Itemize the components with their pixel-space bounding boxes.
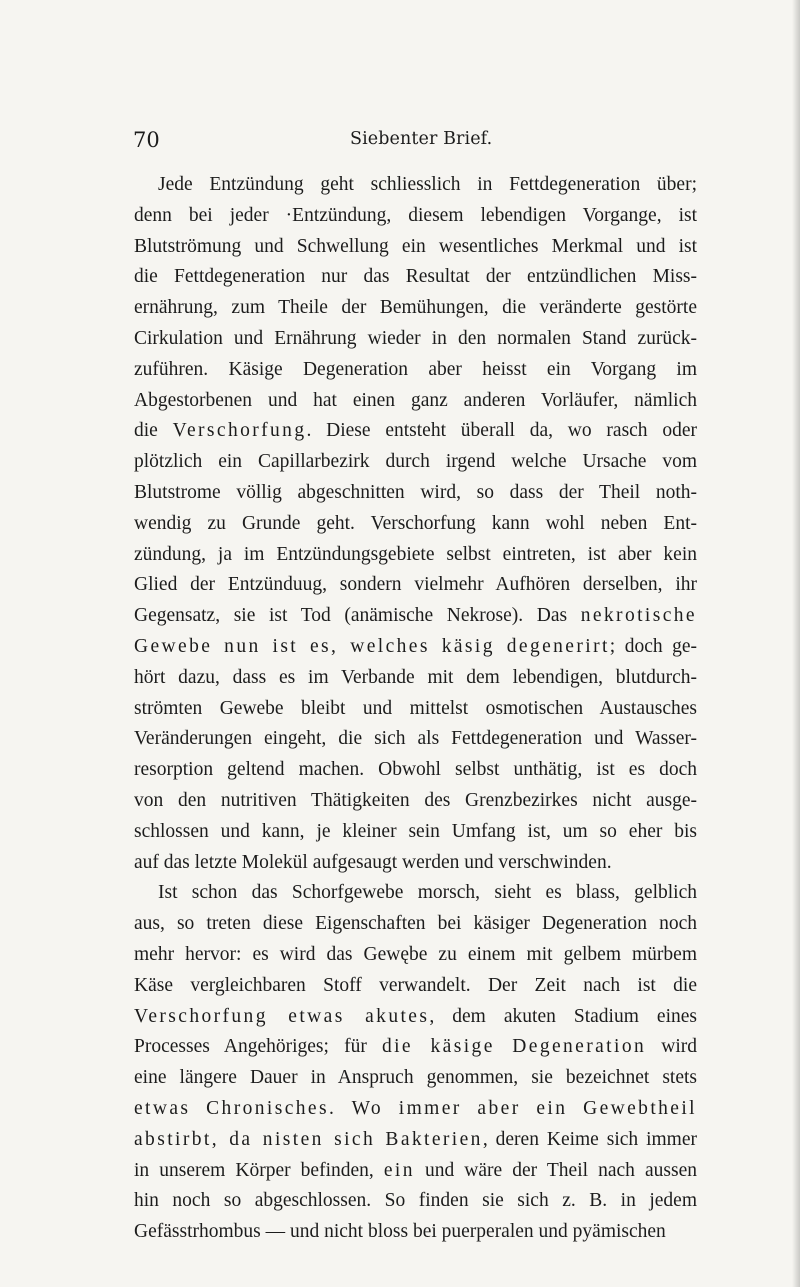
text-line: ernährung, zum Theile der Bemühungen, die veränderte gestörte	[134, 297, 697, 319]
running-title: Siebenter Brief.	[350, 129, 493, 149]
text-line: Cirkulation und Ernährung wieder in den normalen Stand zurück-	[134, 327, 697, 349]
text-line	[134, 1094, 697, 1125]
text-line: zündung, ja im Entzündungsgebiete selbst eintreten, ist aber kein	[134, 543, 697, 565]
text-segment: und wäre der Theil nach aussen	[414, 1159, 697, 1181]
spaced-emphasis: Verschorfung	[172, 420, 307, 442]
text-segment: wird	[646, 1036, 698, 1058]
text-segment: , dem akuten Stadium eines	[429, 1005, 697, 1027]
text-line	[134, 1002, 697, 1033]
text-line: strömten Gewebe bleibt und mittelst osmotischen Austausches	[134, 697, 697, 719]
text-line: mehr hervor: es wird das Gewębe zu einem mit gelbem mürbem	[134, 943, 697, 965]
text-line: die Fettdegeneration nur das Resultat der entzündlichen Miss-	[134, 266, 697, 288]
body-text	[134, 170, 697, 1248]
spaced-emphasis: abstirbt, da nisten sich Bakterien	[134, 1128, 483, 1150]
text-line: auf das letzte Molekül aufgesaugt werden und verschwinden.	[134, 851, 612, 873]
page-number: 70	[133, 128, 160, 152]
page-header	[0, 128, 800, 158]
text-segment: in unserem Körper befinden,	[134, 1159, 384, 1181]
text-line	[134, 1125, 697, 1156]
spaced-emphasis: Gewebe nun ist es, welches käsig degenerirt	[134, 635, 610, 657]
text-line: Gefässtrhombus — und nicht bloss bei puerperalen und pyämischen	[134, 1221, 666, 1243]
text-segment: Processes Angehöriges; für	[134, 1036, 382, 1058]
spaced-emphasis: nekrotische	[580, 605, 697, 627]
spaced-emphasis: etwas Chronisches. Wo immer aber ein Gewebtheil	[134, 1097, 697, 1119]
spaced-emphasis: die käsige Degeneration	[381, 1036, 647, 1058]
page-edge-shadow	[792, 0, 800, 1287]
spaced-emphasis: Verschorfung etwas akutes	[134, 1005, 430, 1027]
text-line: Jede Entzündung geht schliesslich in Fettdegeneration über;	[158, 174, 697, 195]
text-line: aus, so treten diese Eigenschaften bei käsiger Degeneration noch	[134, 913, 697, 935]
text-line: wendig zu Grunde geht. Verschorfung kann wohl neben Ent-	[134, 512, 697, 534]
text-line: eine längere Dauer in Anspruch genommen, sie bezeichnet stets	[134, 1067, 697, 1089]
spaced-emphasis: ein	[383, 1159, 415, 1181]
text-line: hin noch so abgeschlossen. So finden sie sich z. B. in jedem	[134, 1190, 697, 1212]
text-line: Blutstrome völlig abgeschnitten wird, so dass der Theil noth-	[134, 481, 697, 503]
text-line: Blutströmung und Schwellung ein wesentliches Merkmal und ist	[134, 235, 697, 257]
text-line	[134, 416, 697, 447]
text-line: resorption geltend machen. Obwohl selbst unthätig, ist es doch	[134, 759, 697, 781]
text-line: denn bei jeder ·Entzündung, diesem lebendigen Vorgange, ist	[134, 204, 697, 226]
text-line	[134, 1032, 697, 1063]
text-segment: ; doch ge-	[609, 635, 697, 657]
text-line	[134, 1156, 697, 1187]
text-line: Abgestorbenen und hat einen ganz anderen Vorläufer, nämlich	[134, 389, 697, 411]
text-line: Veränderungen eingeht, die sich als Fettdegeneration und Wasser-	[134, 728, 697, 750]
text-segment: die	[134, 420, 173, 442]
text-line	[134, 601, 697, 632]
text-segment: . Diese entsteht überall da, wo rasch oder	[306, 420, 698, 442]
text-line: zuführen. Käsige Degeneration aber heisst ein Vorgang im	[134, 358, 697, 380]
text-line: hört dazu, dass es im Verbande mit dem lebendigen, blutdurch-	[134, 666, 697, 688]
text-line: Glied der Entzünduug, sondern vielmehr Aufhören derselben, ihr	[134, 574, 697, 596]
text-line	[134, 632, 697, 663]
text-segment: , deren Keime sich immer	[482, 1128, 697, 1150]
text-segment: Gegensatz, sie ist Tod (anämische Nekrose). Das	[134, 605, 581, 627]
text-line: Ist schon das Schorfgewebe morsch, sieht es blass, gelblich	[158, 882, 697, 904]
text-line: von den nutritiven Thätigkeiten des Grenzbezirkes nicht ausge-	[134, 789, 697, 811]
text-line: Käse vergleichbaren Stoff verwandelt. Der Zeit nach ist die	[134, 974, 697, 996]
text-line: schlossen und kann, je kleiner sein Umfang ist, um so eher bis	[134, 820, 697, 842]
text-line: plötzlich ein Capillarbezirk durch irgend welche Ursache vom	[134, 451, 697, 473]
